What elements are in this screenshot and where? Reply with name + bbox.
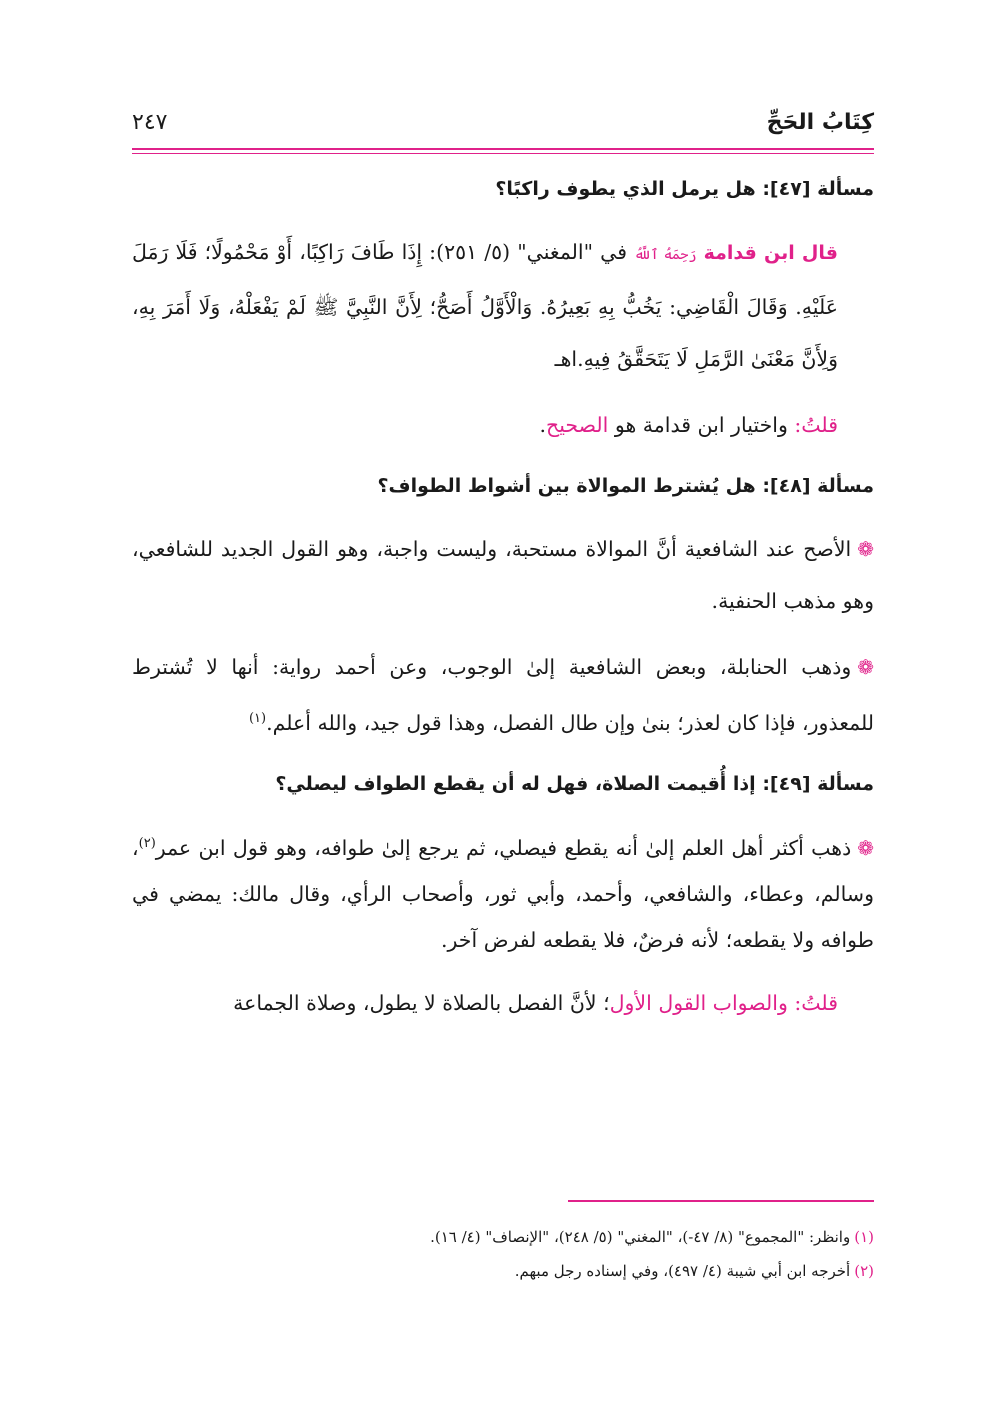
paragraph-text-cont: ، وسالم، وعطاء، والشافعي، وأحمد، وأبي ثور، وأصحاب الرأي، وقال مالك: يمضي في طوافه ولا يقطعه؛ لأنه فرضٌ، فلا يقطعه لفرض آخر. xyxy=(132,835,874,952)
paragraph-49-1 xyxy=(132,821,874,963)
paragraph-48-2 xyxy=(132,641,874,749)
header-rule-thick xyxy=(132,148,874,150)
footnote-separator xyxy=(568,1200,874,1202)
footnote-text: وانظر: "المجموع" (٨/ ٤٧-)، "المغني" (٥/ ٢٤٨)، "الإنصاف" (٤/ ١٦). xyxy=(430,1228,851,1246)
running-header xyxy=(132,110,874,142)
footnote-number: (٢) xyxy=(854,1262,874,1280)
paragraph-text: الأصح عند الشافعية أنَّ الموالاة مستحبة، وليست واجبة، وهو القول الجديد للشافعي، وهو مذهب الحنفية. xyxy=(132,537,874,613)
footnote-number: (١) xyxy=(854,1228,874,1246)
flower-icon: ❁ xyxy=(857,835,874,860)
question-49: مسألة [٤٩]: إذا أُقيمت الصلاة، فهل له أن يقطع الطواف ليصلي؟ xyxy=(275,772,874,795)
header-rule-thin xyxy=(132,153,874,154)
comment-end: . xyxy=(539,413,546,437)
question-47: مسألة [٤٧]: هل يرمل الذي يطوف راكبًا؟ xyxy=(495,178,874,200)
footnote-ref[interactable]: (١) xyxy=(248,711,267,726)
flower-icon: ❁ xyxy=(857,537,874,561)
comment-lead: قلتُ: xyxy=(787,413,838,437)
comment-49 xyxy=(132,977,874,1029)
footnote-ref[interactable]: (٢) xyxy=(138,835,156,851)
comment-text: ؛ لأنَّ الفصل بالصلاة لا يطول، وصلاة الجماعة xyxy=(233,990,610,1015)
quote-text: في "المغني" (٥/ ٢٥١): إِذَا طَافَ رَاكِبًا، أَوْ مَحْمُولًا؛ فَلَا رَمَلَ عَلَيْهِ. وَقَالَ الْقَاضِي: يَخُبُّ بِهِ بَعِيرُهُ. وَالْأَوَّلُ أَصَحُّ؛ لِأَنَّ النَّبِيَّ ﷺ لَمْ يَفْعَلْهُ، وَلَا أَمَرَ بِهِ، وَلِأَنَّ مَعْنَىٰ الرَّمَلِ لَا يَتَحَقَّقُ فِيهِ.اهـ xyxy=(132,240,838,371)
footnote-text: أخرجه ابن أبي شيبة (٤/ ٤٩٧)، وفي إسناده رجل مبهم. xyxy=(514,1262,851,1280)
comment-47 xyxy=(132,399,874,451)
paragraph-text: ذهب أكثر أهل العلم إلىٰ أنه يقطع فيصلي، ثم يرجع إلىٰ طوافه، وهو قول ابن عمر xyxy=(155,835,852,860)
paragraph-48-1 xyxy=(132,523,874,627)
paragraph-text: وذهب الحنابلة، وبعض الشافعية إلىٰ الوجوب، وعن أحمد رواية: أنها لا تُشترط للمعذور، فإذا كان لعذر؛ بنىٰ وإن طال الفصل، وهذا قول جيد، والله أعلم. xyxy=(132,655,874,735)
honorific: رَحِمَهُ ٱللَّهُ xyxy=(634,247,697,263)
verdict: والصواب القول الأول xyxy=(609,990,788,1015)
comment-text: واختيار ابن قدامة هو xyxy=(608,413,788,437)
footnote-1 xyxy=(132,1220,874,1254)
book-title: كِتَابُ الحَجِّ xyxy=(766,110,874,135)
footnote-2 xyxy=(132,1254,874,1288)
verdict: الصحيح xyxy=(545,413,609,437)
author-name: قال ابن قدامة xyxy=(703,242,838,264)
comment-lead: قلتُ: xyxy=(787,990,838,1015)
question-48: مسألة [٤٨]: هل يُشترط الموالاة بين أشواط الطواف؟ xyxy=(377,475,874,497)
flower-icon: ❁ xyxy=(857,655,874,679)
book-page xyxy=(132,110,874,1330)
footnotes xyxy=(132,1220,874,1288)
page-number: ٢٤٧ xyxy=(132,110,168,135)
quote-ibn-qudama xyxy=(132,226,874,385)
